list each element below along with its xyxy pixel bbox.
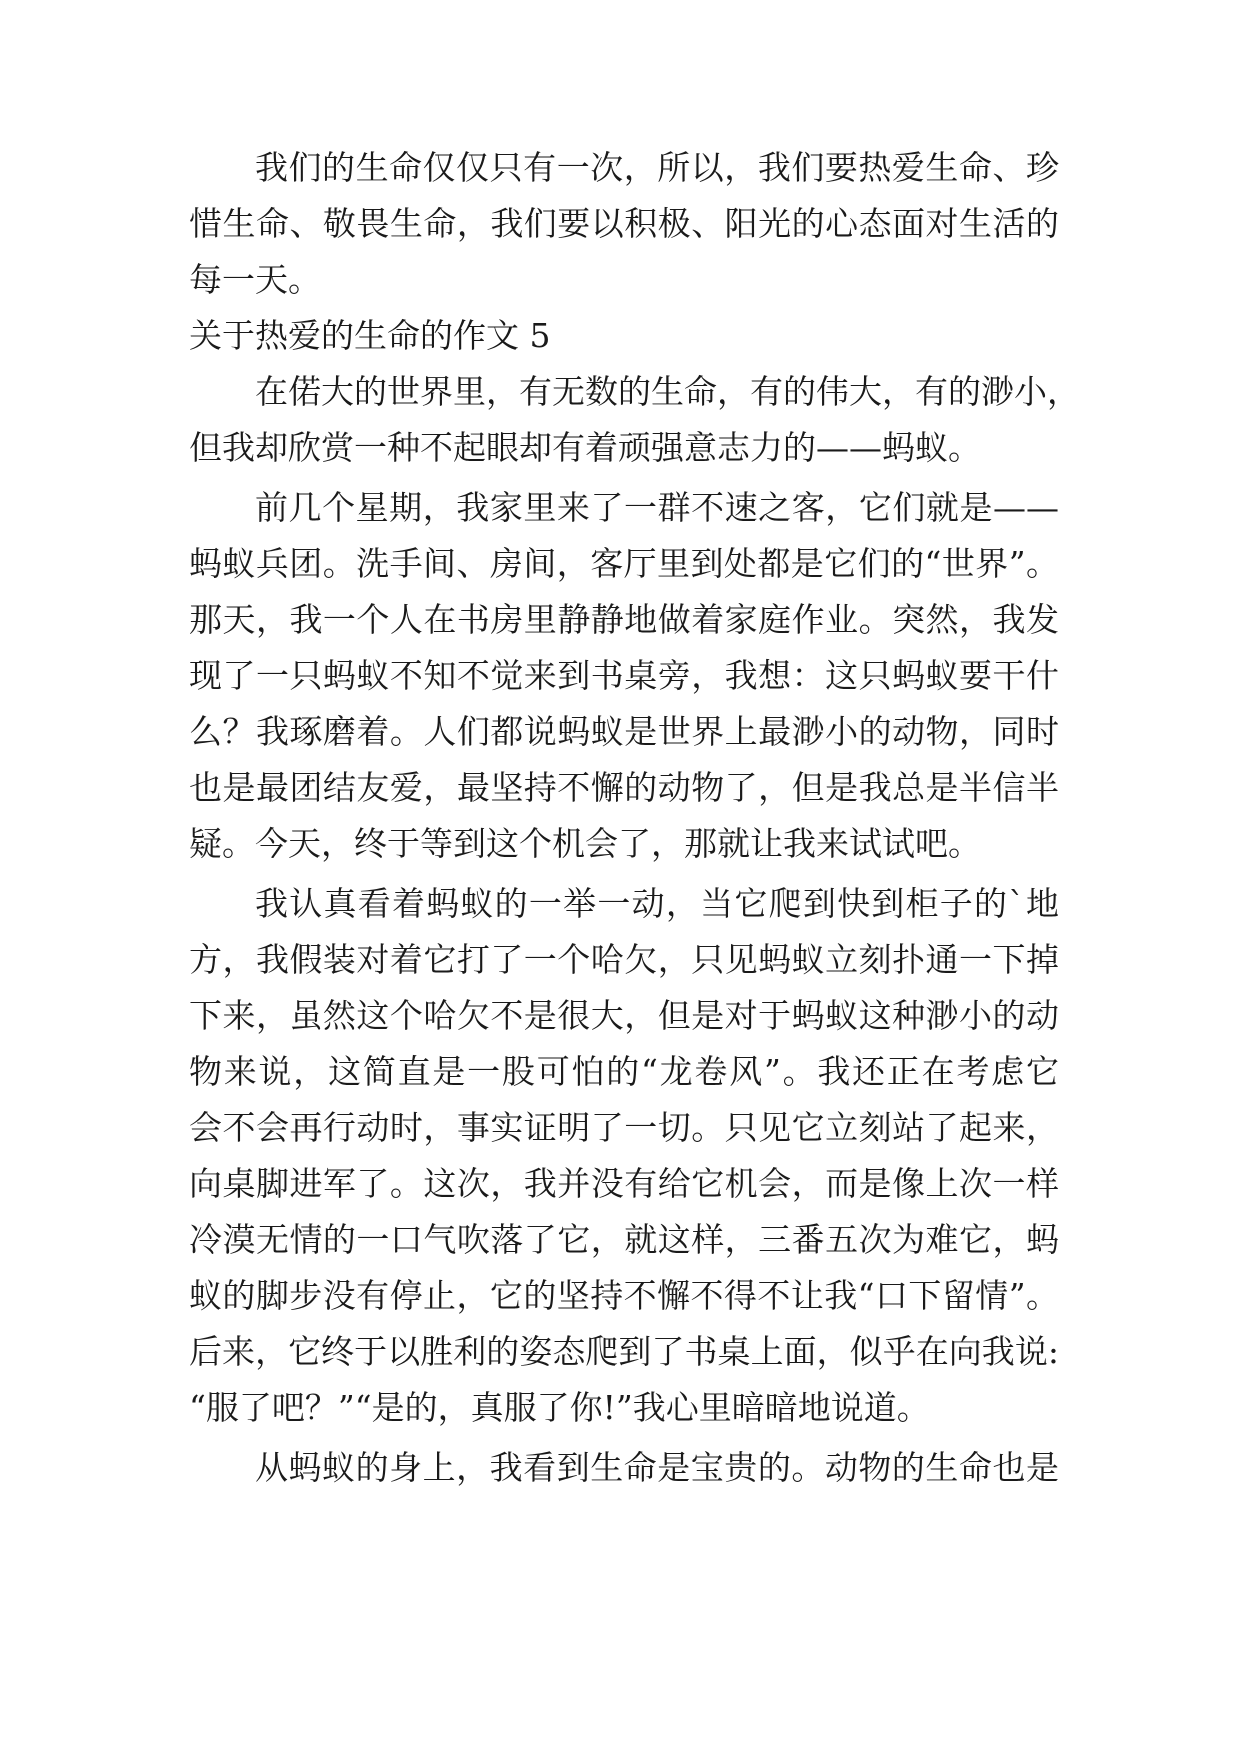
- paragraph-line: 每一天。: [189, 260, 321, 299]
- paragraph-line: 那天，我一个人在书房里静静地做着家庭作业。突然，我发: [189, 600, 1059, 639]
- paragraph-line: 我认真看着蚂蚁的一举一动，当它爬到快到柜子的`地: [255, 884, 1059, 923]
- paragraph-line: “服了吧？”“是的，真服了你!”我心里暗暗地说道。: [189, 1388, 930, 1427]
- paragraph-line: 惜生命、敬畏生命，我们要以积极、阳光的心态面对生活的: [189, 204, 1059, 243]
- paragraph-line: 向桌脚进军了。这次，我并没有给它机会，而是像上次一样: [189, 1164, 1059, 1203]
- paragraph-line: 物来说，这简直是一股可怕的“龙卷风”。我还正在考虑它: [189, 1052, 1059, 1091]
- paragraph-line: 现了一只蚂蚁不知不觉来到书桌旁，我想：这只蚂蚁要干什: [189, 656, 1059, 695]
- paragraph-line: 下来，虽然这个哈欠不是很大，但是对于蚂蚁这种渺小的动: [189, 996, 1059, 1035]
- paragraph-line: 方，我假装对着它打了一个哈欠，只见蚂蚁立刻扑通一下掉: [189, 940, 1059, 979]
- paragraph-line: 从蚂蚁的身上，我看到生命是宝贵的。动物的生命也是: [255, 1448, 1059, 1487]
- paragraph-line: 么？我琢磨着。人们都说蚂蚁是世界上最渺小的动物，同时: [189, 712, 1059, 751]
- paragraph-line: 后来，它终于以胜利的姿态爬到了书桌上面，似乎在向我说:: [189, 1332, 1059, 1371]
- paragraph-line: 在偌大的世界里，有无数的生命，有的伟大，有的渺小，: [255, 372, 1080, 411]
- paragraph-line: 蚂蚁兵团。洗手间、房间，客厅里到处都是它们的“世界”。: [189, 544, 1059, 583]
- paragraph-line: 但我却欣赏一种不起眼却有着顽强意志力的——蚂蚁。: [189, 428, 981, 467]
- paragraph-line: 也是最团结友爱，最坚持不懈的动物了，但是我总是半信半: [189, 768, 1059, 807]
- paragraph-line: 我们的生命仅仅只有一次，所以，我们要热爱生命、珍: [255, 148, 1059, 187]
- paragraph-line: 蚁的脚步没有停止，它的坚持不懈不得不让我“口下留情”。: [189, 1276, 1059, 1315]
- paragraph-line: 疑。今天，终于等到这个机会了，那就让我来试试吧。: [189, 824, 981, 863]
- paragraph-line: 前几个星期，我家里来了一群不速之客，它们就是——: [255, 488, 1059, 527]
- paragraph-line: 会不会再行动时，事实证明了一切。只见它立刻站了起来，: [189, 1108, 1059, 1147]
- section-heading: 关于热爱的生命的作文 5: [189, 316, 551, 355]
- paragraph-line: 冷漠无情的一口气吹落了它，就这样，三番五次为难它，蚂: [189, 1220, 1059, 1259]
